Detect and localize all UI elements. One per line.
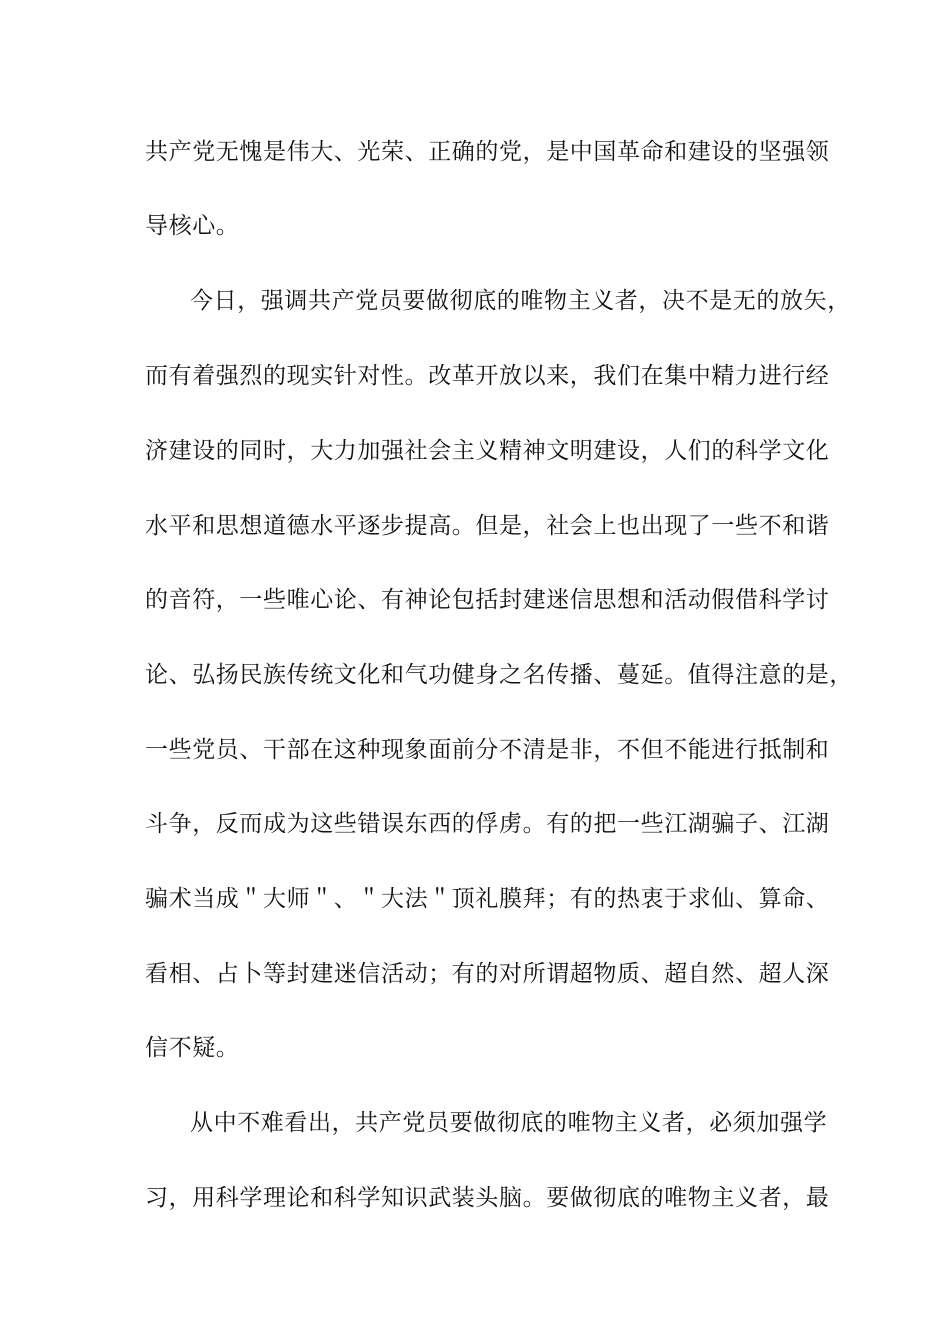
text-line: 论、弘扬民族传统文化和气功健身之名传播、蔓延。值得注意的是， — [145, 662, 853, 688]
text-line: 骗术当成＂大师＂、＂大法＂顶礼膜拜；有的热衷于求仙、算命、 — [145, 886, 830, 912]
text-line: 信不疑。 — [145, 1035, 240, 1061]
text-line: 斗争，反而成为这些错误东西的俘虏。有的把一些江湖骗子、江湖 — [145, 811, 830, 837]
text-line: 的音符，一些唯心论、有神论包括封建迷信思想和活动假借科学讨 — [145, 587, 830, 613]
paragraph-first-line: 今日，强调共产党员要做彻底的唯物主义者，决不是无的放矢， — [190, 288, 851, 314]
text-line: 一些党员、干部在这种现象面前分不清是非，不但不能进行抵制和 — [145, 737, 830, 763]
text-line: 水平和思想道德水平逐步提高。但是，社会上也出现了一些不和谐 — [145, 513, 830, 539]
text-line: 济建设的同时，大力加强社会主义精神文明建设，人们的科学文化 — [145, 438, 830, 464]
paragraph-first-line: 从中不难看出，共产党员要做彻底的唯物主义者，必须加强学 — [190, 1110, 828, 1136]
text-line: 共产党无愧是伟大、光荣、正确的党，是中国革命和建设的坚强领 — [145, 139, 830, 165]
text-line: 习，用科学理论和科学知识武装头脑。要做彻底的唯物主义者，最 — [145, 1185, 830, 1211]
text-line: 导核心。 — [145, 213, 240, 239]
text-line: 看相、占卜等封建迷信活动；有的对所谓超物质、超自然、超人深 — [145, 961, 830, 987]
text-line: 而有着强烈的现实针对性。改革开放以来，我们在集中精力进行经 — [145, 363, 830, 389]
